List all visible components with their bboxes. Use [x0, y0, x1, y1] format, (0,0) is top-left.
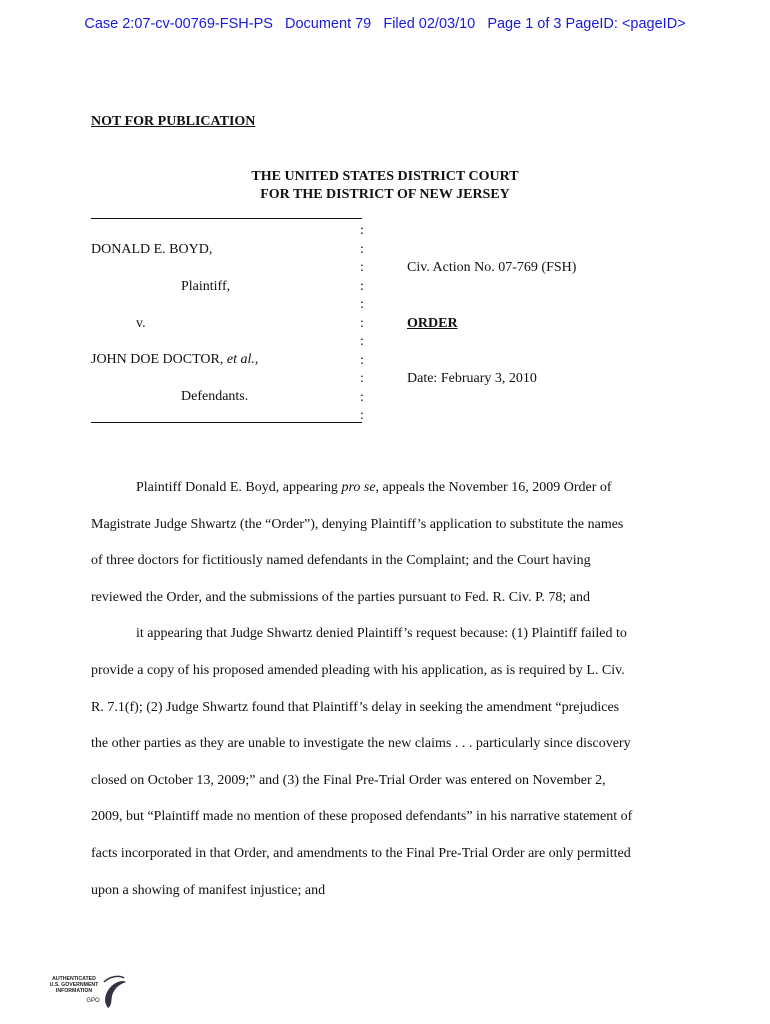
eagle-icon: [105, 981, 126, 1008]
gpo-authentication-logo: [44, 972, 128, 1012]
defendant-role: Defendants.: [181, 389, 249, 404]
paragraph-line: reviewed the Order, and the submissions of the parties pursuant to Fed. R. Civ. P. 78; and: [91, 589, 590, 605]
paragraph-line: R. 7.1(f); (2) Judge Shwartz found that Plaintiff’s delay in seeking the amendment “prejudices: [91, 699, 620, 715]
order-date: Date: February 3, 2010: [407, 371, 537, 386]
colon: :: [360, 408, 364, 423]
paragraph-line: facts incorporated in that Order, and amendments to the Final Pre-Trial Order are only permitted: [91, 845, 631, 861]
text-run: Plaintiff Donald E. Boyd, appearing: [136, 480, 342, 495]
caption-top-rule: [91, 218, 362, 219]
publication-notice: NOT FOR PUBLICATION: [91, 114, 256, 129]
colon: :: [360, 223, 364, 238]
paragraph-line: provide a copy of his proposed amended pleading with his application, as is required by L. Civ.: [91, 662, 625, 678]
civil-action-number: Civ. Action No. 07-769 (FSH): [407, 260, 577, 275]
versus: v.: [136, 316, 146, 331]
defendant-et-al: et al.: [226, 352, 255, 367]
defendant-name-text: JOHN DOE DOCTOR,: [91, 352, 227, 367]
caption-colon-column: [360, 222, 364, 426]
paragraph-line: of three doctors for fictitiously named defendants in the Complaint; and the Court having: [91, 553, 591, 569]
colon: :: [360, 389, 364, 405]
court-name: THE UNITED STATES DISTRICT COURT: [251, 169, 519, 184]
colon: :: [360, 241, 364, 257]
court-district: FOR THE DISTRICT OF NEW JERSEY: [260, 187, 510, 202]
paragraph-line: it appearing that Judge Shwartz denied Plaintiff’s request because: (1) Plaintiff failed to: [136, 626, 627, 642]
pro-se-italic: pro se: [341, 480, 376, 495]
caption-bottom-rule: [91, 422, 362, 423]
plaintiff-name: DONALD E. BOYD,: [91, 242, 213, 257]
paragraph-line: Magistrate Judge Shwartz (the “Order”), denying Plaintiff’s application to substitute the names: [91, 516, 624, 532]
colon: :: [360, 334, 364, 349]
colon: :: [360, 278, 364, 294]
order-body: [91, 470, 691, 909]
colon: :: [360, 371, 364, 386]
colon: :: [360, 260, 364, 275]
gpo-logo-line1: AUTHENTICATED: [52, 976, 96, 982]
document-header: Case 2:07-cv-00769-FSH-PS Document 79 Filed 02/03/10 Page 1 of 3 PageID: <pageID>: [84, 16, 686, 32]
colon: :: [360, 352, 364, 368]
paragraph-line: the other parties as they are unable to investigate the new claims . . . particularly since discovery: [91, 736, 631, 752]
defendant-name: [91, 352, 258, 368]
text-run: , appeals the November 16, 2009 Order of: [375, 480, 612, 495]
colon: :: [360, 315, 364, 331]
plaintiff-role: Plaintiff,: [181, 279, 231, 294]
paragraph-line: [91, 470, 691, 507]
gpo-logo-line3: INFORMATION: [55, 988, 93, 994]
gpo-logo-line2: U.S. GOVERNMENT: [49, 982, 99, 988]
paragraph-line: 2009, but “Plaintiff made no mention of these proposed defendants” in his narrative statement of: [91, 809, 633, 825]
defendant-comma: ,: [254, 352, 259, 367]
colon: :: [360, 297, 364, 312]
gpo-logo-mark: GPO: [86, 998, 100, 1004]
paragraph-line: closed on October 13, 2009;” and (3) the Final Pre-Trial Order was entered on November 2,: [91, 772, 606, 788]
paragraph-line: upon a showing of manifest injustice; and: [91, 882, 326, 898]
document-title: ORDER: [407, 316, 458, 331]
